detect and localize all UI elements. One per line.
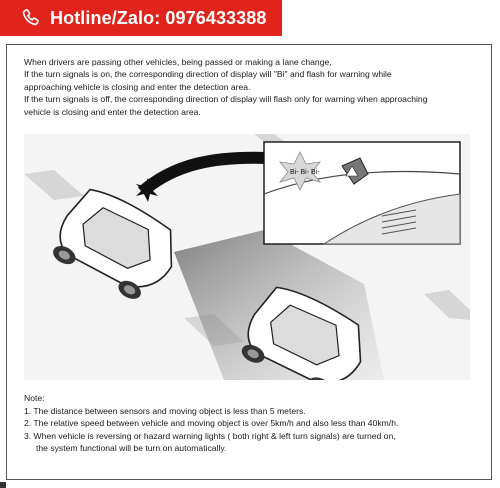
notes-section — [24, 392, 476, 455]
display-text: Bi- Bi- Bi- — [290, 169, 320, 176]
note-item-3-continued: the system functional will be turn on automatically. — [36, 443, 227, 454]
intro-line-3: approaching vehicle is closing and enter the detection area. — [24, 81, 251, 92]
mirror-inset — [264, 142, 460, 244]
note-item-3: 3. When vehicle is reversing or hazard warning lights ( both right & left turn signals) are turned on, — [24, 430, 396, 441]
intro-line-1: When drivers are passing other vehicles, being passed or making a lane change, — [24, 57, 332, 67]
intro-line-2: If the turn signals is on, the corresponding direction of display will "Bi" and flash for warning while — [24, 69, 392, 80]
illustration-svg — [24, 134, 470, 380]
corner-mark — [0, 482, 6, 488]
intro-line-4: If the turn signals is off, the corresponding direction of display will flash only for warning when approaching — [24, 94, 428, 105]
notes-title: Note: — [24, 393, 45, 403]
note-item-2: 2. The relative speed between vehicle and moving object is over 5km/h and also less than 40km/h. — [24, 418, 399, 429]
hotline-text: Hotline/Zalo: 0976433388 — [50, 7, 267, 28]
hotline-banner — [0, 0, 282, 36]
note-item-1: 1. The distance between sensors and moving object is less than 5 meters. — [24, 405, 306, 416]
intro-line-5: vehicle is closing and enter the detection area. — [24, 106, 201, 117]
phone-icon — [20, 7, 42, 29]
blind-spot-illustration — [24, 134, 470, 380]
intro-text — [24, 56, 476, 118]
